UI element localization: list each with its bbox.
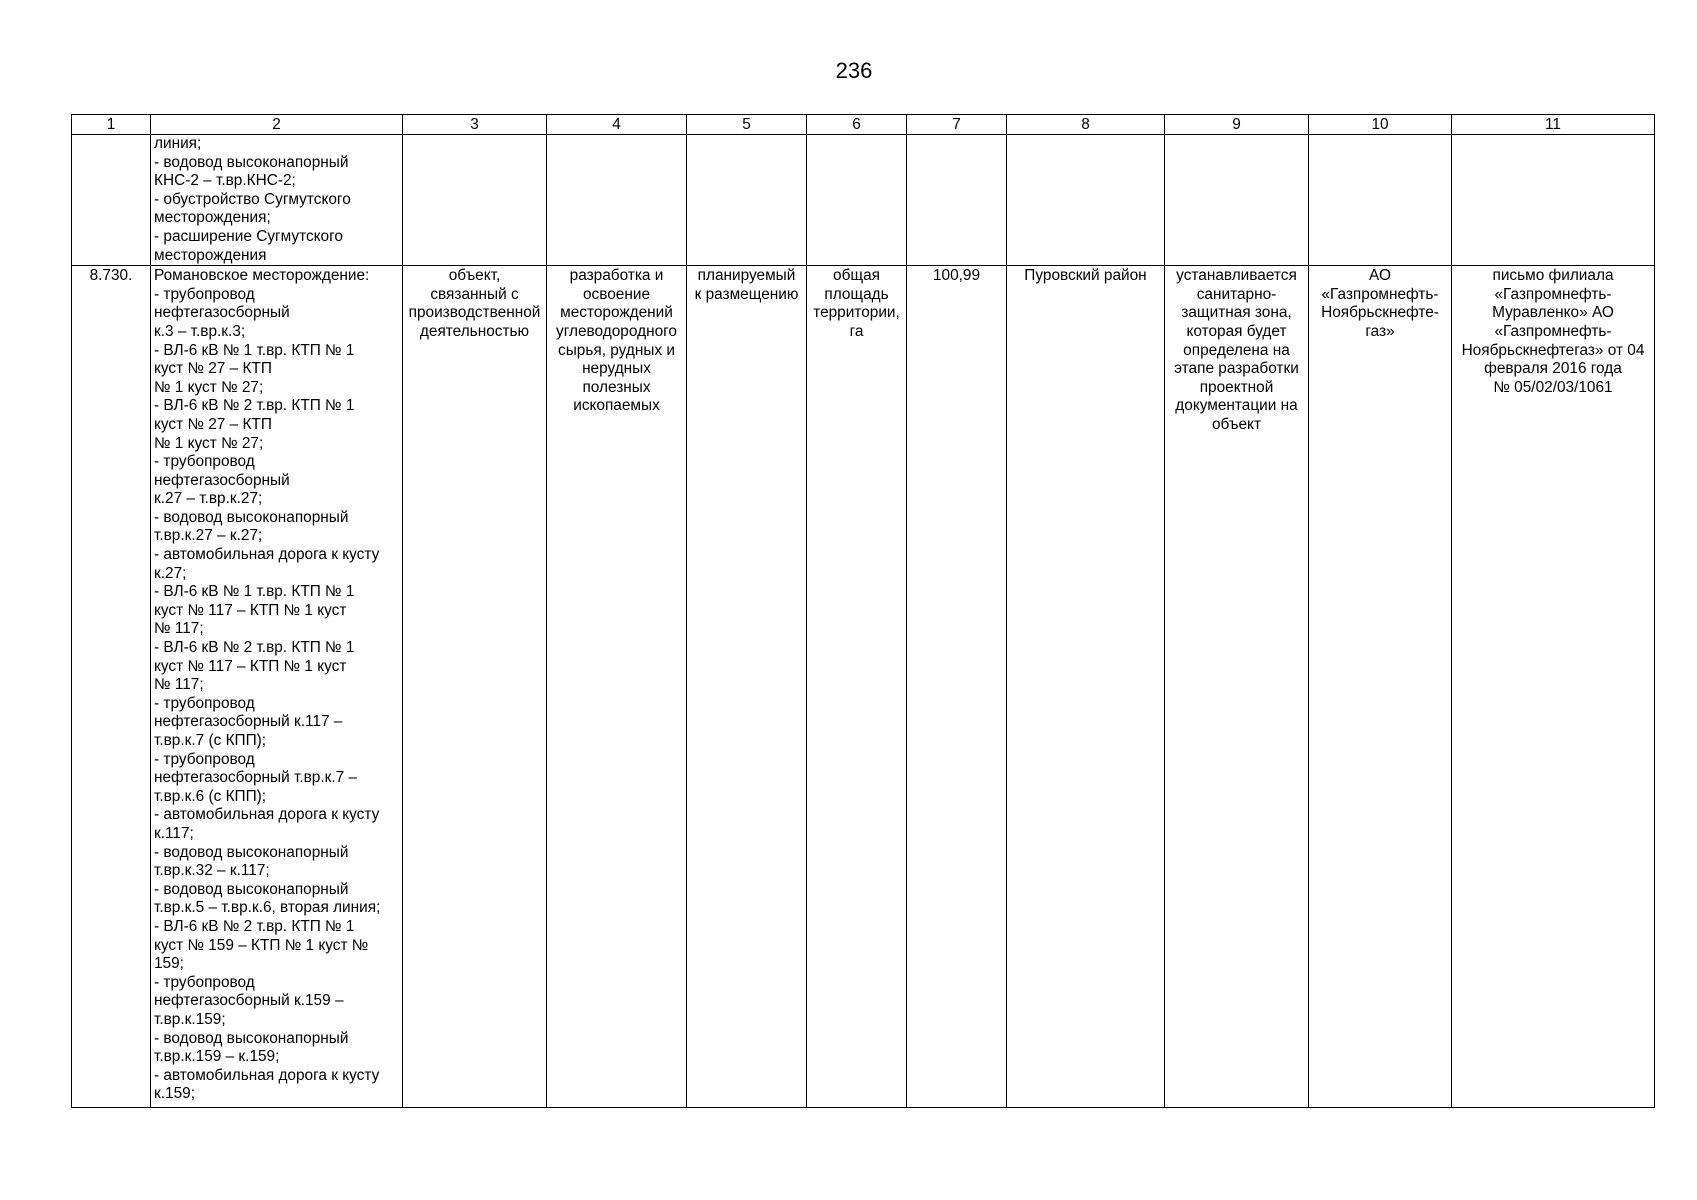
description-line: линия; — [154, 135, 202, 152]
organization-line: Ноябрьскнефте- — [1321, 304, 1439, 322]
description-line: т.вр.к.159; — [154, 1010, 226, 1028]
description-line: т.вр.к.6 (с КПП); — [154, 787, 267, 805]
description-line: - трубопровод — [154, 453, 255, 471]
object-type-line: объект, — [448, 267, 501, 285]
purpose-line: разработка и — [569, 267, 664, 285]
description-line: куст № 117 – КТП № 1 куст — [154, 657, 347, 675]
description-line: - водовод высоконапорный — [154, 1029, 349, 1047]
column-number: 7 — [907, 115, 1007, 135]
description-line: - автомобильная дорога к кусту — [154, 546, 380, 564]
column-number: 8 — [1007, 115, 1165, 135]
zone-line: устанавливается — [1176, 267, 1297, 285]
description-line: - трубопровод — [154, 973, 255, 991]
description-line: нефтегазосборный — [154, 471, 290, 489]
characteristic-line: га — [849, 322, 864, 340]
description-line: КНС-2 – т.вр.КНС-2; — [154, 172, 296, 190]
description-line: к.117; — [154, 824, 194, 842]
description-line: - ВЛ-6 кВ № 2 т.вр. КТП № 1 — [154, 917, 355, 935]
status-cell — [687, 266, 807, 1108]
basis-line: Муравленко» АО — [1492, 304, 1614, 322]
zone-line: которая будет — [1186, 322, 1287, 340]
basis-line: февраля 2016 года — [1484, 360, 1622, 378]
description-line: - ВЛ-6 кВ № 2 т.вр. КТП № 1 — [154, 639, 355, 657]
description-line: месторождения; — [154, 209, 271, 227]
description-line: - автомобильная дорога к кусту — [154, 1066, 380, 1084]
column-number: 2 — [151, 115, 403, 135]
description-line: куст № 27 – КТП — [154, 360, 272, 378]
description-line: № 1 куст № 27; — [154, 434, 264, 452]
description-line: к.27; — [154, 564, 187, 582]
basis-line: письмо филиала — [1492, 267, 1614, 285]
characteristic-line: площадь — [824, 285, 889, 303]
column-number: 3 — [403, 115, 547, 135]
characteristic-cell — [807, 266, 907, 1108]
purpose-cell — [547, 266, 687, 1108]
description-line: - автомобильная дорога к кусту — [154, 806, 380, 824]
object-type-line: связанный с — [430, 285, 519, 303]
location-cell: Пуровский район — [1007, 266, 1165, 1108]
purpose-line: сырья, рудных и — [558, 341, 675, 359]
description-line: № 1 куст № 27; — [154, 378, 264, 396]
zone-line: проектной — [1199, 378, 1274, 396]
description-line: - водовод высоконапорный — [154, 153, 349, 171]
empty-cell — [403, 135, 547, 266]
column-number: 4 — [547, 115, 687, 135]
description-line: - трубопровод — [154, 694, 255, 712]
description-line: к.27 – т.вр.к.27; — [154, 490, 263, 508]
description-line: нефтегазосборный к.117 – — [154, 713, 343, 731]
description-line: Романовское месторождение: — [154, 267, 370, 285]
column-number: 6 — [807, 115, 907, 135]
organization-line: АО — [1369, 267, 1391, 285]
object-type-line: производственной — [408, 304, 541, 322]
description-line: - обустройство Сугмутского — [154, 190, 351, 208]
zone-line: защитная зона, — [1181, 304, 1292, 322]
description-line: - ВЛ-6 кВ № 2 т.вр. КТП № 1 — [154, 397, 355, 415]
zone-line: этапе разработки — [1174, 360, 1299, 378]
zone-line: объект — [1212, 415, 1261, 433]
empty-cell — [1452, 135, 1655, 266]
purpose-line: полезных — [582, 378, 651, 396]
object-type-line: деятельностью — [419, 322, 530, 340]
description-line: к.3 – т.вр.к.3; — [154, 322, 246, 340]
column-number: 1 — [72, 115, 151, 135]
column-number: 11 — [1452, 115, 1655, 135]
zone-line: определена на — [1183, 341, 1290, 359]
empty-cell — [1309, 135, 1452, 266]
record-description-cell — [151, 266, 403, 1108]
characteristic-line: общая — [833, 267, 880, 285]
empty-cell — [547, 135, 687, 266]
description-line: нефтегазосборный т.вр.к.7 – — [154, 769, 358, 787]
empty-cell — [1165, 135, 1309, 266]
basis-line: «Газпромнефть- — [1494, 285, 1612, 303]
record-number: 8.730. — [72, 266, 151, 1108]
empty-cell — [807, 135, 907, 266]
organization-line: газ» — [1365, 322, 1395, 340]
description-line: т.вр.к.159 – к.159; — [154, 1048, 280, 1066]
register-table — [71, 114, 1655, 1108]
object-type-cell — [403, 266, 547, 1108]
description-line: куст № 117 – КТП № 1 куст — [154, 601, 347, 619]
description-line: куст № 159 – КТП № 1 куст № — [154, 936, 369, 954]
description-line: - водовод высоконапорный — [154, 880, 349, 898]
column-number: 5 — [687, 115, 807, 135]
organization-cell — [1309, 266, 1452, 1108]
description-line: т.вр.к.5 – т.вр.к.6, вторая линия; — [154, 899, 381, 917]
zone-line: документации на — [1175, 397, 1298, 415]
description-line: т.вр.к.7 (с КПП); — [154, 732, 267, 749]
description-line: месторождения — [154, 246, 267, 264]
empty-cell — [907, 135, 1007, 266]
description-line: 159; — [154, 955, 184, 973]
record-row-8730 — [72, 266, 1655, 1108]
purpose-line: месторождений — [560, 304, 673, 322]
basis-line: «Газпромнефть- — [1494, 322, 1612, 340]
empty-cell — [687, 135, 807, 266]
description-line: - расширение Сугмутского — [154, 227, 343, 245]
description-line: - трубопровод — [154, 750, 255, 768]
status-line: планируемый — [697, 267, 796, 285]
empty-cell — [1007, 135, 1165, 266]
zone-cell — [1165, 266, 1309, 1108]
basis-line: Ноябрьскнефтегаз» от 04 — [1461, 341, 1645, 359]
description-line: куст № 27 – КТП — [154, 415, 272, 433]
purpose-line: освоение — [582, 285, 651, 303]
purpose-line: нерудных — [582, 360, 651, 378]
description-line: т.вр.к.32 – к.117; — [154, 862, 270, 880]
description-line: - ВЛ-6 кВ № 1 т.вр. КТП № 1 — [154, 341, 355, 359]
status-line: к размещению — [694, 285, 799, 303]
zone-line: санитарно- — [1196, 285, 1277, 303]
description-line: - ВЛ-6 кВ № 1 т.вр. КТП № 1 — [154, 583, 355, 601]
page-number: 236 — [835, 58, 873, 83]
description-line: к.159; — [154, 1085, 195, 1103]
continuation-number-cell — [72, 135, 151, 266]
description-line: нефтегазосборный — [154, 304, 290, 322]
column-number: 10 — [1309, 115, 1452, 135]
purpose-line: ископаемых — [573, 397, 660, 415]
column-number: 9 — [1165, 115, 1309, 135]
description-line: - водовод высоконапорный — [154, 843, 349, 861]
continuation-description-cell — [151, 135, 403, 266]
basis-cell — [1452, 266, 1655, 1108]
purpose-line: углеводородного — [556, 322, 677, 340]
organization-line: «Газпромнефть- — [1321, 285, 1439, 303]
column-number-row — [72, 115, 1655, 135]
characteristic-line: территории, — [813, 304, 900, 322]
description-line: - водовод высоконапорный — [154, 508, 349, 526]
area-value-cell: 100,99 — [907, 266, 1007, 1108]
basis-line: № 05/02/03/1061 — [1493, 378, 1613, 396]
description-line: т.вр.к.27 – к.27; — [154, 527, 263, 545]
description-line: нефтегазосборный к.159 – — [154, 992, 344, 1010]
description-line: № 117; — [154, 620, 204, 638]
description-line: - трубопровод — [154, 285, 255, 303]
description-line: № 117; — [154, 676, 204, 694]
continuation-row — [72, 135, 1655, 266]
